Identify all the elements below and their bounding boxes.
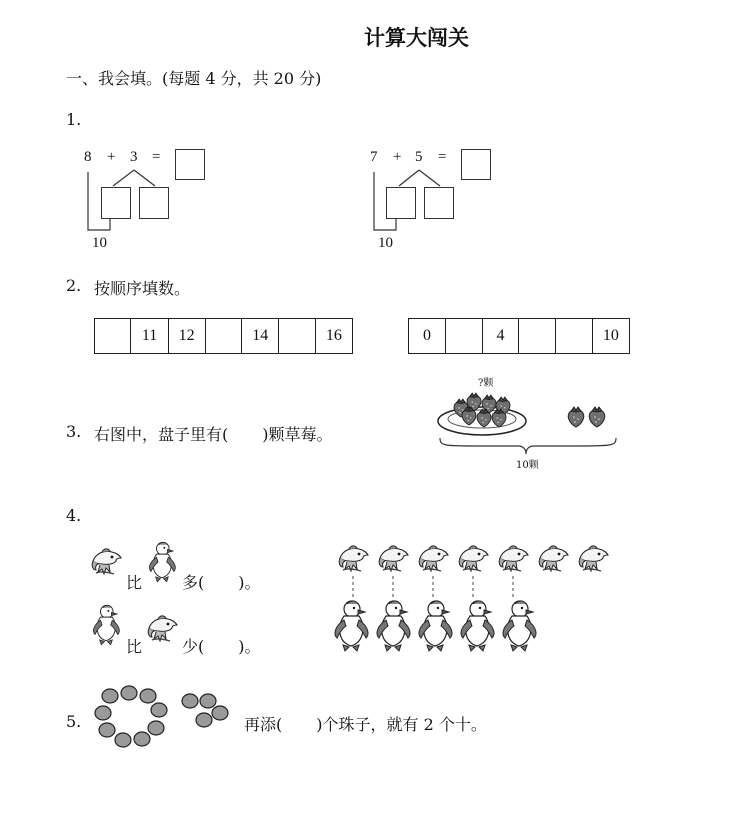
fish-icon xyxy=(417,544,451,576)
q1-left-a: 8 xyxy=(84,149,92,165)
fish-icon xyxy=(90,547,124,579)
bead xyxy=(200,694,216,708)
penguin-icon xyxy=(90,603,122,647)
penguin-icon xyxy=(457,598,497,654)
bead xyxy=(148,721,164,735)
q3-text-before: 右图中，盘子里有( xyxy=(94,425,229,444)
penguin-icon xyxy=(331,598,371,654)
penguin-icon xyxy=(373,598,413,654)
fish-icon xyxy=(146,614,180,646)
bead xyxy=(212,706,228,720)
q3-total-label: 10颗 xyxy=(516,460,539,471)
question-5-number: 5. xyxy=(66,712,82,731)
seq1-cell: 12 xyxy=(168,319,205,354)
q4-line2-suffix xyxy=(182,634,261,657)
seq2-cell: 10 xyxy=(592,319,629,354)
q1-right-eq: = xyxy=(438,149,447,165)
seq2-cell: 4 xyxy=(482,319,519,354)
q1-left-plus: + xyxy=(107,149,116,165)
question-4-number: 4. xyxy=(66,506,82,525)
question-2-number: 2. xyxy=(66,276,82,295)
fish-icon xyxy=(337,544,371,576)
q4-line2-compare: 比 xyxy=(126,637,143,656)
extra-beads-figure xyxy=(180,692,230,732)
penguin-icon xyxy=(499,598,539,654)
bead xyxy=(102,689,118,703)
fish-icon xyxy=(577,544,611,576)
strawberry-icon xyxy=(568,407,583,427)
bead xyxy=(115,733,131,747)
bead xyxy=(121,686,137,700)
q1-right-part-box-2[interactable] xyxy=(424,187,454,219)
section-heading: 一、我会填。(每题 4 分，共 20 分) xyxy=(66,69,322,88)
bead xyxy=(182,694,198,708)
q1-right-plus: + xyxy=(393,149,402,165)
seq2-cell[interactable] xyxy=(445,319,482,354)
strawberry-plate-figure xyxy=(430,384,630,464)
penguin-icon xyxy=(415,598,455,654)
page-title: 计算大闯关 xyxy=(364,26,469,50)
question-2-text: 按顺序填数。 xyxy=(94,279,191,298)
fish-icon xyxy=(457,544,491,576)
bead xyxy=(95,706,111,720)
q3-hidden-count-label: ?颗 xyxy=(478,378,494,389)
seq2-cell: 0 xyxy=(409,319,446,354)
q4-line1-suffix xyxy=(182,570,261,593)
seq1-cell: 14 xyxy=(242,319,279,354)
q4-line1-open: 多( xyxy=(182,573,205,592)
seq1-cell[interactable] xyxy=(95,319,131,354)
bead-ring-figure xyxy=(94,686,174,750)
q1-left-ten: 10 xyxy=(92,235,107,251)
seq2-cell[interactable] xyxy=(556,319,593,354)
q1-right-a: 7 xyxy=(370,149,378,165)
fish-icon xyxy=(497,544,531,576)
strawberry-icon xyxy=(589,407,604,427)
seq1-cell[interactable] xyxy=(205,319,241,354)
q1-left-part-box-1[interactable] xyxy=(101,187,131,219)
q4-line1-compare: 比 xyxy=(126,573,143,592)
seq1-cell: 16 xyxy=(315,319,352,354)
q5-text-close: )个珠子，就有 2 个十。 xyxy=(316,715,487,734)
bead xyxy=(99,723,115,737)
seq1-cell[interactable] xyxy=(279,319,315,354)
q4-line1-close: )。 xyxy=(238,573,261,592)
seq2-cell[interactable] xyxy=(519,319,556,354)
q5-text-open: 再添( xyxy=(244,715,283,734)
sequence-table-1 xyxy=(94,318,353,354)
q1-left-b: 3 xyxy=(130,149,138,165)
penguin-icon xyxy=(146,540,178,584)
q1-left-part-box-2[interactable] xyxy=(139,187,169,219)
question-3-number: 3. xyxy=(66,422,82,441)
bead xyxy=(134,732,150,746)
brace xyxy=(440,438,616,454)
question-3-text xyxy=(94,422,333,445)
q1-right-ten: 10 xyxy=(378,235,393,251)
fish-icon xyxy=(377,544,411,576)
q4-line2-close: )。 xyxy=(238,637,261,656)
bead xyxy=(140,689,156,703)
q3-text-after: )颗草莓。 xyxy=(262,425,333,444)
fish-icon xyxy=(537,544,571,576)
bead xyxy=(196,713,212,727)
seq1-cell: 11 xyxy=(131,319,168,354)
q1-left-eq: = xyxy=(152,149,161,165)
question-1-number: 1. xyxy=(66,110,82,129)
q1-right-part-box-1[interactable] xyxy=(386,187,416,219)
q1-right-b: 5 xyxy=(415,149,423,165)
q4-line2-open: 少( xyxy=(182,637,205,656)
question-5-text xyxy=(244,712,487,735)
sequence-table-2 xyxy=(408,318,630,354)
bead xyxy=(151,703,167,717)
